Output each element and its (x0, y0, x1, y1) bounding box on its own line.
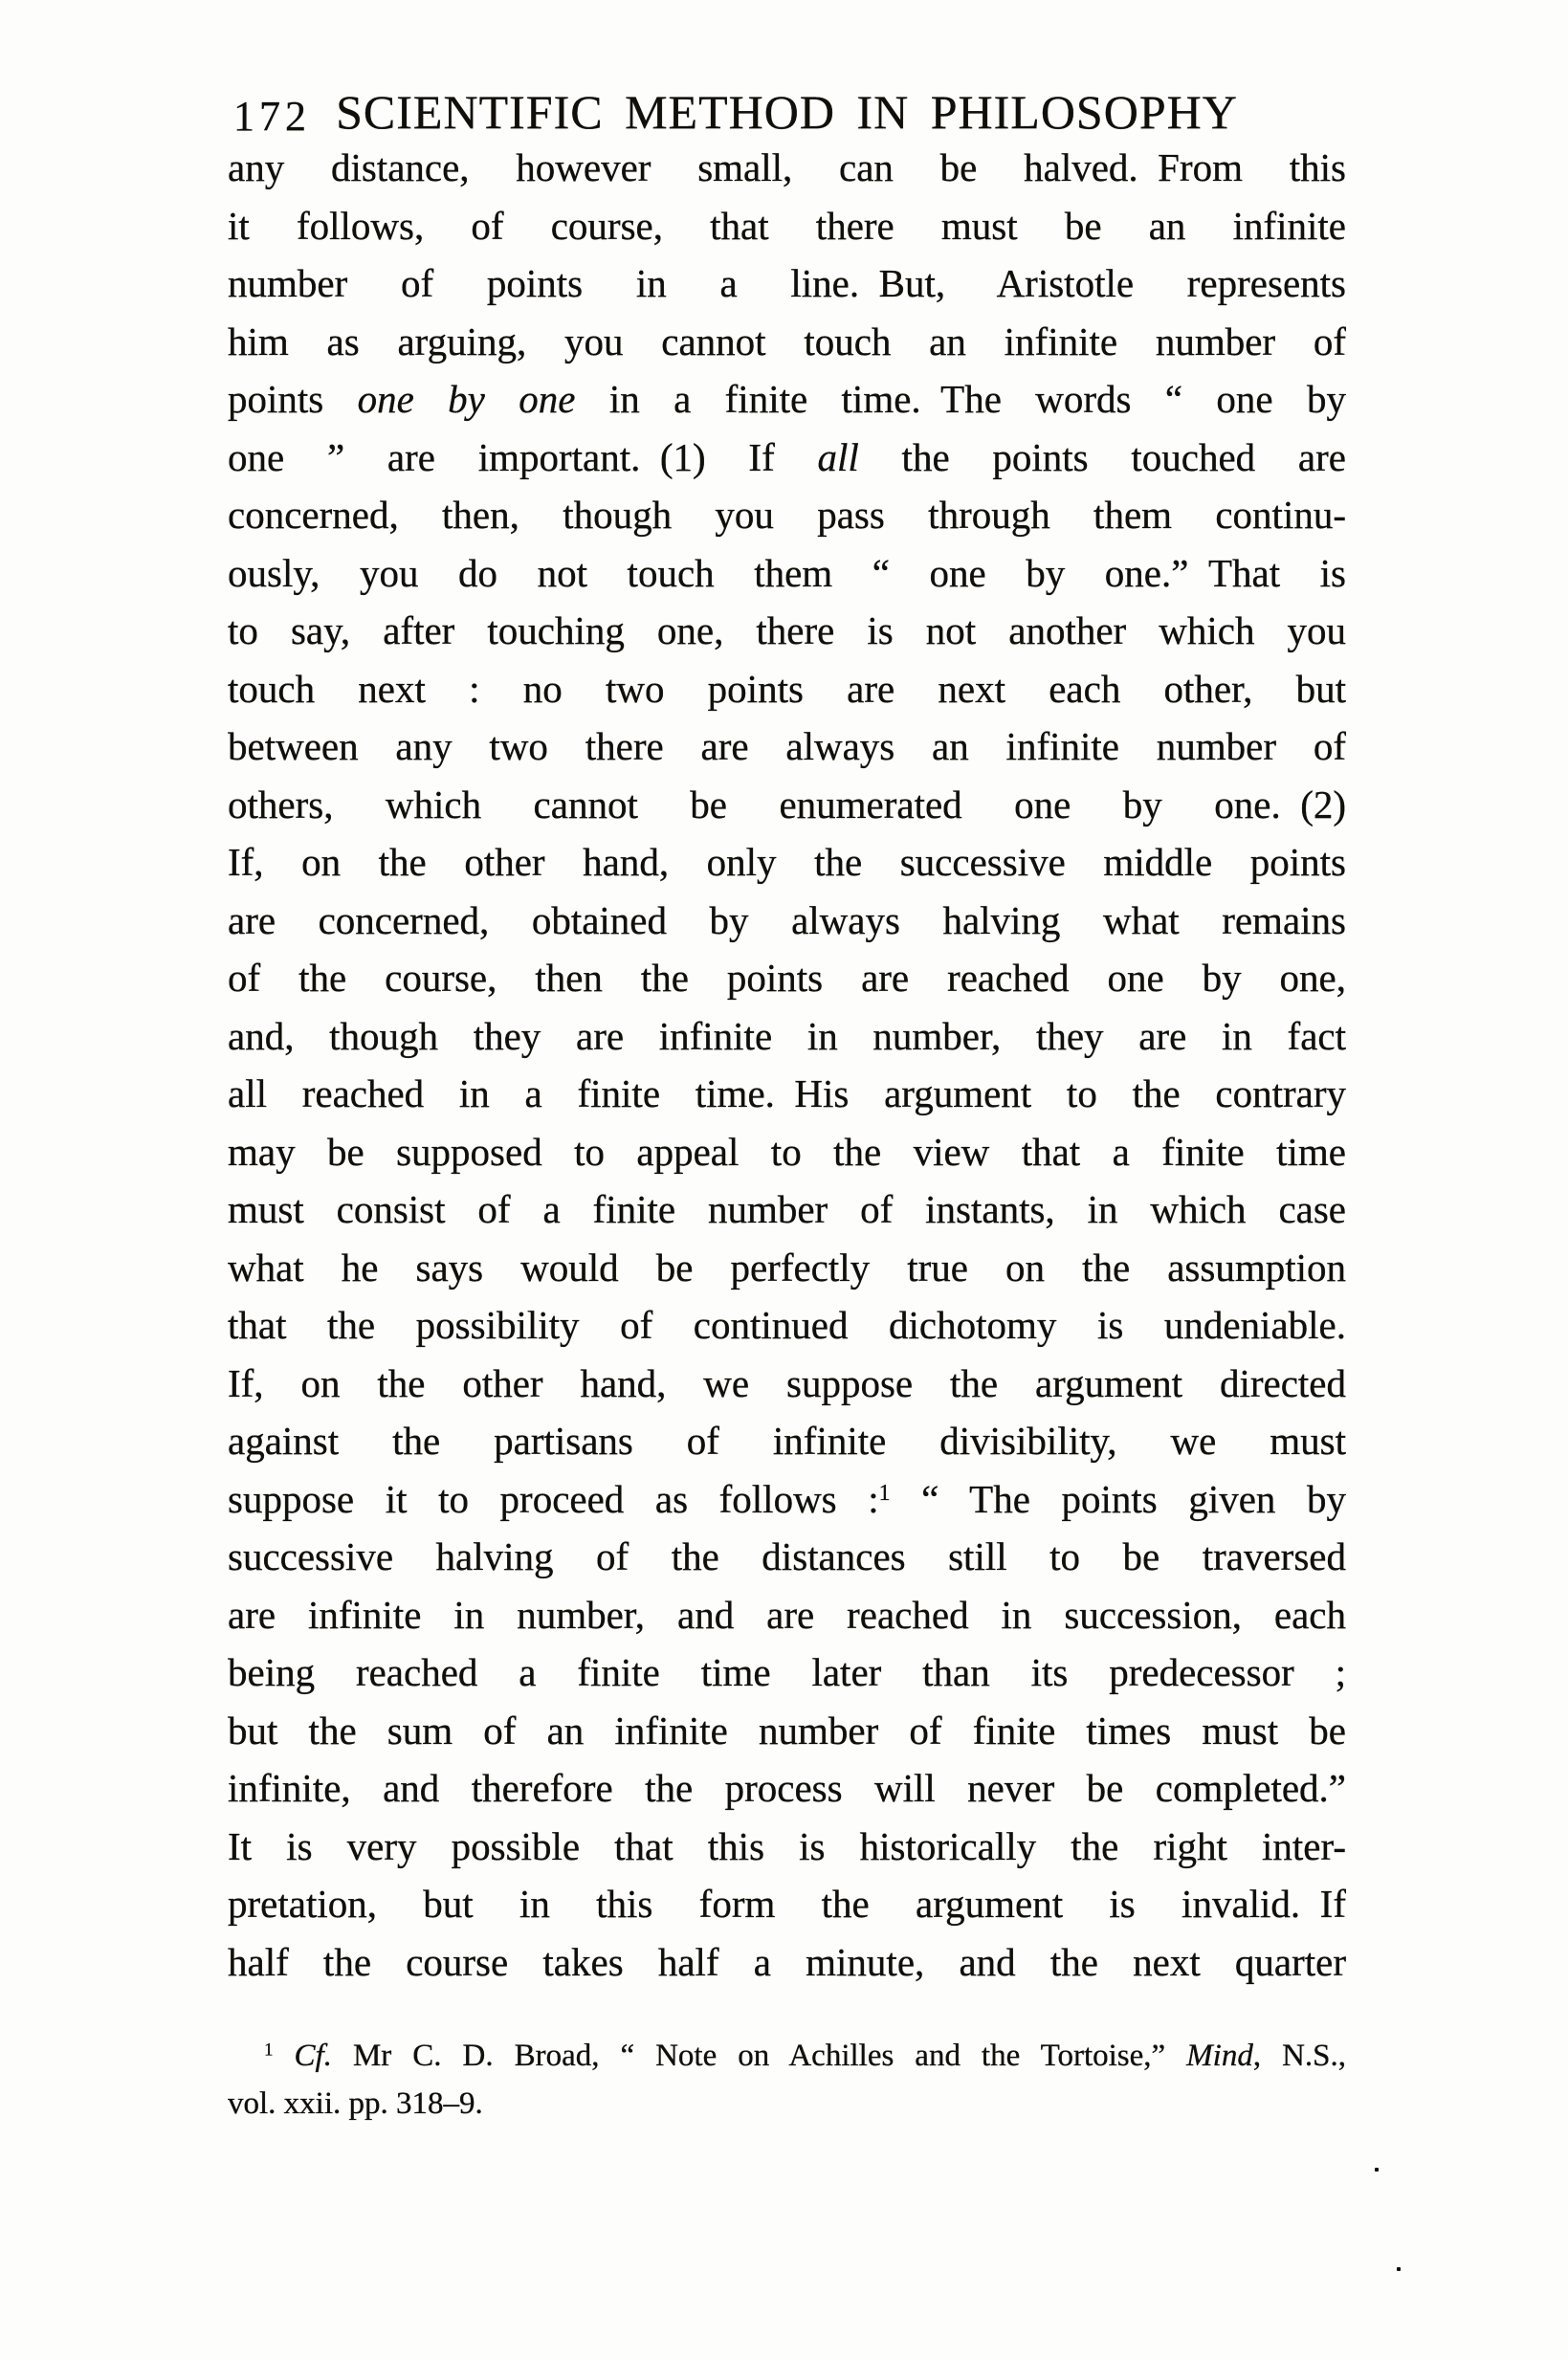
text-run: and, though they are infinite in number, they are in fact (228, 1013, 1346, 1058)
running-title: SCIENTIFIC METHOD IN PHILOSOPHY (336, 85, 1238, 139)
text-line-20 (228, 1239, 1346, 1297)
text-run: being reached a finite time later than its predecessor ; (228, 1650, 1346, 1694)
text-run: may be supposed to appeal to the view that a finite time (228, 1129, 1346, 1174)
text-run: pretation, but in this form the argument is invalid. If (228, 1882, 1346, 1926)
italic-run: one by one (357, 377, 576, 421)
text-line-16 (228, 1007, 1346, 1066)
text-run: If, on the other hand, we suppose the argument directed (228, 1360, 1346, 1405)
text-run: Mr C. D. Broad, “ Note on Achilles and the Tortoise,” (331, 2039, 1187, 2073)
text-run: to say, after touching one, there is not another which you (228, 608, 1346, 652)
text-run: but the sum of an infinite number of finite times must be (228, 1708, 1346, 1753)
text-line-28 (228, 1702, 1346, 1760)
text-line-6 (228, 429, 1346, 487)
text-line-22 (228, 1355, 1346, 1413)
text-line-1 (228, 139, 1346, 197)
text-run: against the partisans of infinite divisibility, we must (228, 1419, 1346, 1463)
italic-run: all (817, 434, 859, 479)
text-run: concerned, then, though you pass through them continu- (228, 493, 1346, 537)
text-run: all reached in a finite time. His argument to the contrary (228, 1071, 1346, 1115)
text-line-14 (228, 892, 1346, 950)
text-run: him as arguing, you cannot touch an infinite number of (228, 319, 1346, 364)
text-line-32 (228, 1933, 1346, 1992)
text-run: number of points in a line. But, Aristotle represents (228, 261, 1346, 305)
text-line-9 (228, 602, 1346, 660)
text-line-19 (228, 1180, 1346, 1239)
text-line-10 (228, 660, 1346, 718)
text-line-25 (228, 1528, 1346, 1586)
text-line-12 (228, 776, 1346, 834)
body-text (228, 139, 1346, 1991)
text-line-24 (228, 1470, 1346, 1529)
text-line-21 (228, 1296, 1346, 1355)
text-run: are infinite in number, and are reached in succession, each (228, 1592, 1346, 1637)
text-run: one ” are important. (1) If (228, 434, 818, 479)
text-run: in a finite time. The words “ one by (575, 377, 1346, 421)
text-line-8 (228, 544, 1346, 603)
italic-run: Cf. (294, 2039, 332, 2073)
text-run: it follows, of course, that there must be an infinite (228, 203, 1346, 248)
text-run: infinite, and therefore the process will never be completed.” (228, 1766, 1346, 1810)
text-run: must consist of a finite number of instants, in which case (228, 1187, 1346, 1231)
text-run: successive halving of the distances still to be traversed (228, 1534, 1346, 1578)
text-run (274, 2039, 295, 2073)
page-header (228, 84, 1346, 145)
footnote-line-1 (228, 2032, 1346, 2080)
page-number: 172 (233, 93, 311, 140)
text-line-31 (228, 1875, 1346, 1933)
text-run: It is very possible that this is historically the right inter- (228, 1823, 1346, 1868)
text-run: If, on the other hand, only the successive middle points (228, 840, 1346, 884)
text-run: what he says would be perfectly true on the assumption (228, 1245, 1346, 1290)
footnote (228, 2032, 1346, 2128)
scan-speck-1 (1375, 2168, 1379, 2172)
text-run: ously, you do not touch them “ one by one.” That is (228, 550, 1346, 595)
scan-speck-2 (1397, 2267, 1401, 2271)
text-run: points (228, 377, 358, 421)
text-line-23 (228, 1412, 1346, 1470)
text-run: the points touched are (858, 434, 1346, 479)
text-line-7 (228, 486, 1346, 544)
text-line-29 (228, 1759, 1346, 1818)
italic-run: Mind (1186, 2039, 1253, 2073)
text-line-15 (228, 949, 1346, 1007)
text-line-2 (228, 197, 1346, 255)
text-line-27 (228, 1643, 1346, 1702)
text-run: touch next : no two points are next each other, but (228, 666, 1346, 711)
text-run: are concerned, obtained by always halving what remains (228, 897, 1346, 942)
text-run: that the possibility of continued dichotomy is undeniable. (228, 1303, 1346, 1347)
text-run: , N.S., (1252, 2039, 1346, 2073)
text-line-5 (228, 370, 1346, 429)
footnote-marker: 1 (878, 1480, 891, 1506)
text-line-26 (228, 1586, 1346, 1644)
text-line-18 (228, 1123, 1346, 1181)
text-run: any distance, however small, can be halved. From this (228, 145, 1346, 189)
text-run: of the course, then the points are reached one by one, (228, 956, 1346, 1000)
text-line-17 (228, 1065, 1346, 1123)
text-run: half the course takes half a minute, and the next quarter (228, 1939, 1346, 1984)
text-run: between any two there are always an infinite number of (228, 724, 1346, 768)
footnote-line-2 (228, 2080, 1346, 2128)
text-run: suppose it to proceed as follows : (228, 1476, 879, 1521)
text-line-4 (228, 313, 1346, 371)
text-line-3 (228, 254, 1346, 313)
text-line-13 (228, 833, 1346, 892)
text-run: vol. xxii. pp. 318–9. (228, 2086, 483, 2121)
text-run: others, which cannot be enumerated one by one. (2) (228, 782, 1346, 827)
text-line-11 (228, 717, 1346, 776)
text-run: “ The points given by (890, 1476, 1346, 1521)
footnote-marker: 1 (264, 2040, 274, 2061)
text-line-30 (228, 1818, 1346, 1876)
